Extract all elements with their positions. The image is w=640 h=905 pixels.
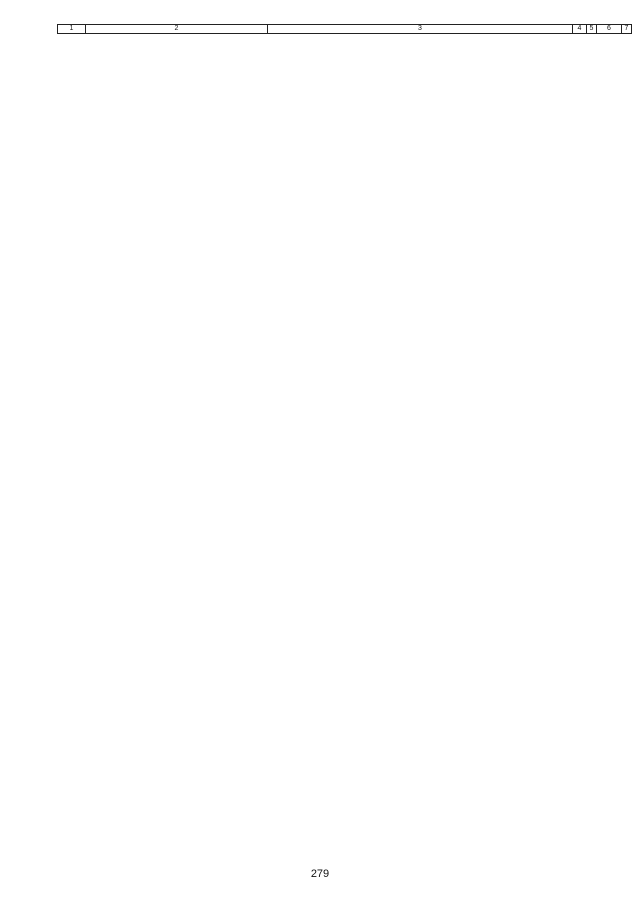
column-number: 6 (597, 25, 622, 34)
column-number: 4 (573, 25, 587, 34)
table-header (58, 25, 632, 34)
page-number: 279 (310, 868, 330, 880)
column-number: 7 (622, 25, 632, 34)
column-number: 5 (587, 25, 597, 34)
column-number: 3 (268, 25, 573, 34)
column-number-row (58, 25, 632, 34)
column-number: 1 (58, 25, 86, 34)
repair-schedule-table-wrap (57, 24, 629, 34)
column-number: 2 (86, 25, 268, 34)
repair-schedule-table (57, 24, 632, 34)
